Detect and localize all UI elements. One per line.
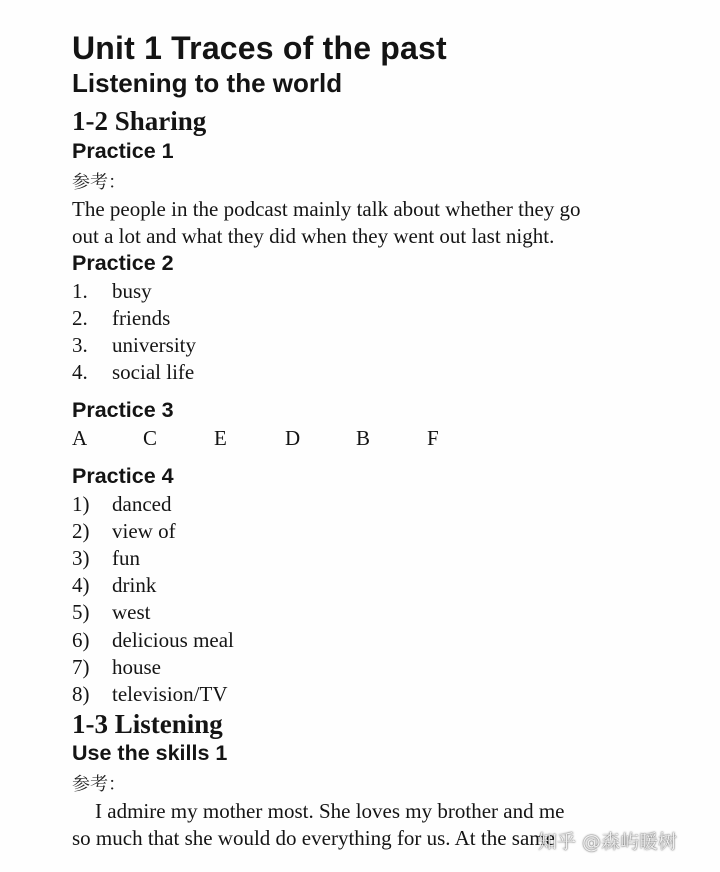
item-text: social life — [112, 360, 195, 384]
item-number: 4. — [72, 360, 88, 384]
reference-label: 参考： — [72, 172, 126, 193]
watermark: 知乎 @森屿暖树 — [538, 831, 678, 853]
list-item — [72, 492, 372, 518]
section-heading-sharing: 1-2 Sharing — [72, 106, 207, 136]
practice-4-heading: Practice 4 — [72, 464, 174, 488]
list-item — [72, 360, 372, 386]
list-item — [72, 655, 372, 681]
list-item — [72, 628, 372, 654]
use-skills-answer-line: I admire my mother most. She loves my brother and me — [95, 799, 565, 823]
item-text: busy — [112, 279, 152, 303]
item-text: delicious meal — [112, 628, 234, 652]
answer-letter: B — [356, 426, 371, 450]
item-text: university — [112, 333, 196, 357]
list-item — [72, 573, 372, 599]
item-text: house — [112, 655, 161, 679]
answer-letter: F — [427, 426, 439, 450]
answer-letter: C — [143, 426, 158, 450]
item-number: 1) — [72, 492, 90, 516]
practice-3-answers — [72, 426, 492, 452]
item-text: danced — [112, 492, 172, 516]
practice-1-answer-line: The people in the podcast mainly talk about whether they go — [72, 197, 581, 221]
list-item — [72, 519, 372, 545]
item-number: 1. — [72, 279, 88, 303]
answer-letter: E — [214, 426, 227, 450]
item-text: television/TV — [112, 682, 228, 706]
item-number: 6) — [72, 628, 90, 652]
practice-1-heading: Practice 1 — [72, 139, 174, 163]
use-skills-answer-line: so much that she would do everything for us. At the same — [72, 826, 555, 850]
item-text: friends — [112, 306, 171, 330]
page-title: Unit 1 Traces of the past — [72, 30, 447, 66]
page-subtitle: Listening to the world — [72, 68, 343, 98]
list-item — [72, 306, 372, 332]
item-text: drink — [112, 573, 157, 597]
item-number: 3. — [72, 333, 88, 357]
item-number: 4) — [72, 573, 90, 597]
reference-label: 参考： — [72, 774, 126, 795]
item-number: 2) — [72, 519, 90, 543]
practice-2-heading: Practice 2 — [72, 251, 174, 275]
item-text: view of — [112, 519, 176, 543]
list-item — [72, 279, 372, 305]
list-item — [72, 682, 372, 708]
list-item — [72, 333, 372, 359]
item-text: fun — [112, 546, 140, 570]
practice-3-heading: Practice 3 — [72, 398, 174, 422]
answer-letter: A — [72, 426, 88, 450]
item-number: 8) — [72, 682, 90, 706]
item-number: 7) — [72, 655, 90, 679]
list-item — [72, 600, 372, 626]
list-item — [72, 546, 372, 572]
item-number: 5) — [72, 600, 90, 624]
item-text: west — [112, 600, 151, 624]
section-heading-listening: 1-3 Listening — [72, 709, 223, 739]
item-number: 2. — [72, 306, 88, 330]
item-number: 3) — [72, 546, 90, 570]
practice-1-answer-line: out a lot and what they did when they went out last night. — [72, 224, 555, 248]
use-skills-heading: Use the skills 1 — [72, 741, 228, 765]
answer-letter: D — [285, 426, 301, 450]
